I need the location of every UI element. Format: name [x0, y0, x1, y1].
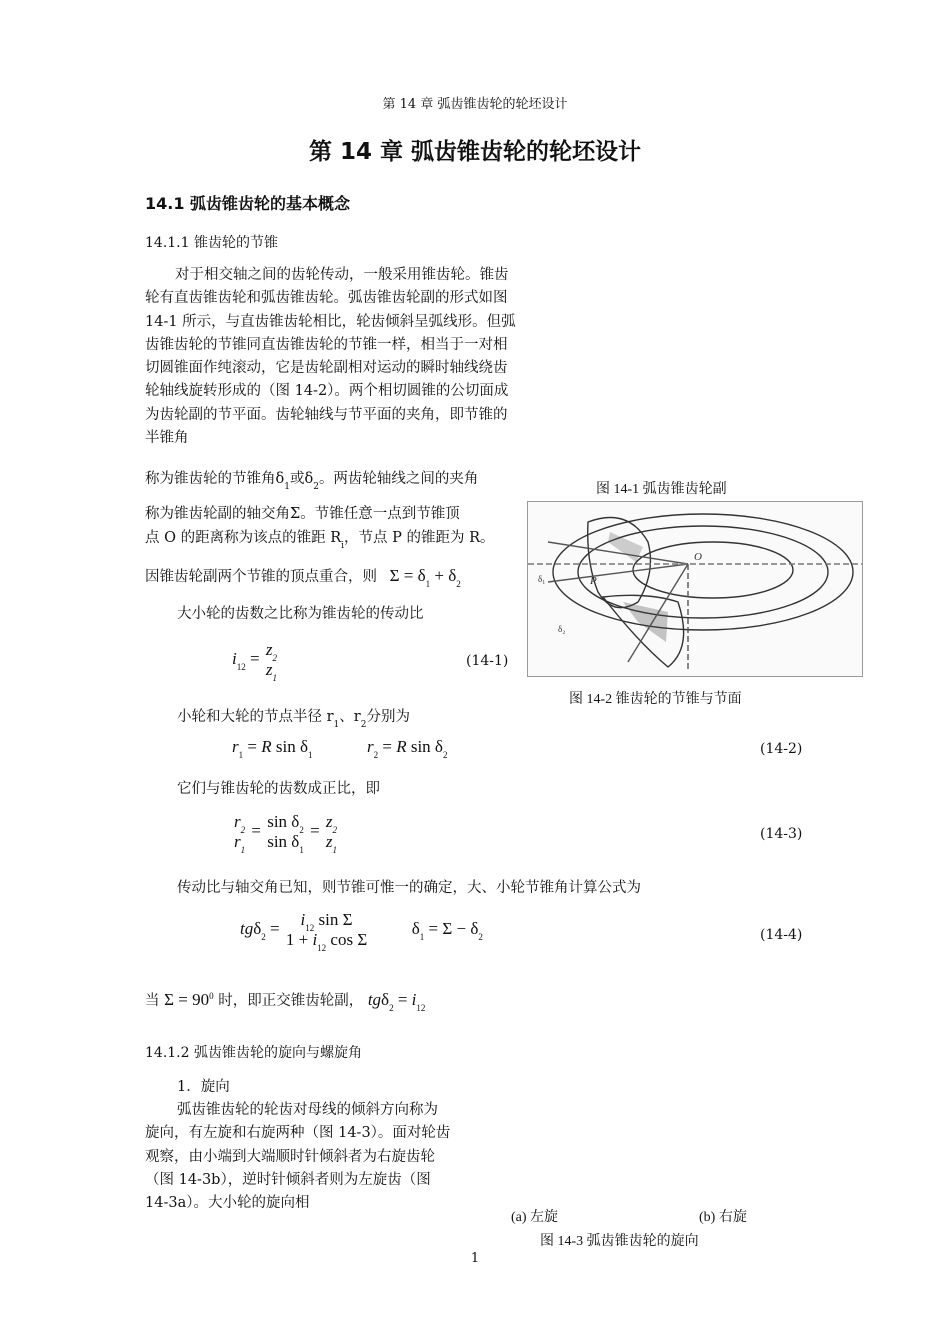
paragraph-4: 小轮和大轮的节点半径 $r_1$、$r_2$分别为 [177, 709, 410, 730]
figure-14-3a-label: (a) 左旋 [511, 1210, 559, 1225]
label-delta1: δ₁ [538, 574, 546, 584]
sum-angle-formula: $\Sigma = \delta_1 + \delta_2$ [389, 566, 461, 589]
figure-14-3-caption: 图 14-3 弧齿锥齿轮的旋向 [540, 1234, 699, 1249]
formula-sigma-90: $\Sigma = 90^0$ [164, 990, 214, 1009]
paragraph-7 [145, 988, 425, 1014]
text: 。两齿轮轴线之间的夹角 [318, 471, 479, 487]
paragraph-8: 弧齿锥齿轮的轮齿对母线的倾斜方向称为旋向，有左旋和右旋两种（图 14-3）。面对轮齿观察，由小端到大端顺时针倾斜者为右旋齿轮（图 14-3b），逆时针倾斜者则为左旋齿（图 14-3a）。大小轮的旋向相 [145, 1102, 451, 1212]
equation-number-14-4: (14-4) [760, 927, 803, 943]
figure-14-3b-label: (b) 右旋 [699, 1210, 747, 1225]
label-p: P [590, 575, 597, 587]
text: 时，即正交锥齿轮副， [218, 993, 364, 1009]
figure-14-2 [527, 501, 863, 677]
text: 、r [339, 709, 361, 725]
text: 小轮和大轮的节点半径 r [177, 709, 334, 725]
text: ，节点 P 的锥距为 R。 [344, 530, 495, 546]
running-header: 第 14 章 弧齿锥齿轮的轮坯设计 [382, 97, 568, 112]
paragraph-2-line-1: 称为锥齿轮副的轴交角Σ。节锥任意一点到节锥顶 [145, 506, 460, 522]
paragraph-5: 它们与锥齿轮的齿数成正比，即 [177, 781, 380, 797]
pitch-cone-diagram [528, 502, 862, 676]
paragraph-2-line-2: 点 O 的距离称为该点的锥距 $R_i$，节点 P 的锥距为 R。 [145, 530, 495, 551]
paragraph-1-last-line: 称为锥齿轮的节锥角$\delta_1$或$\delta_2$。两齿轮轴线之间的夹角 [145, 471, 479, 492]
text: 分别为 [366, 709, 410, 725]
figure-14-1-caption: 图 14-1 弧齿锥齿轮副 [596, 482, 727, 497]
equation-number-14-2: (14-2) [760, 741, 803, 757]
subsection-heading-2: 14.1.2 弧齿锥齿轮的旋向与螺旋角 [145, 1045, 362, 1061]
text: 因锥齿轮副两个节锥的顶点重合，则 [145, 569, 377, 585]
equation-14-2: $r_1 = R$ $\sin \delta_1$ $r_2 = R$ $\sin \delta_2$ [232, 737, 448, 760]
equation-number-14-1: (14-1) [466, 653, 509, 669]
chapter-title: 第 14 章 弧齿锥齿轮的轮坯设计 [308, 139, 642, 165]
text: 称为锥齿轮的节锥角δ [145, 471, 285, 487]
text: 点 O 的距离称为该点的锥距 R [145, 530, 342, 546]
paragraph-2-line-3 [145, 564, 461, 590]
label-o: O [694, 551, 702, 563]
page-number: 1 [470, 1251, 480, 1266]
equation-14-4: tgδ$_2$ = $i_{12}$ sin Σ $1 + i_{12}$ cos Σ $\delta_1 = \Sigma - \delta_2$ [240, 910, 483, 953]
text: 当 [145, 993, 160, 1009]
paragraph-1: 对于相交轴之间的齿轮传动，一般采用锥齿轮。锥齿轮有直齿锥齿轮和弧齿锥齿轮。弧齿锥齿轮副的形式如图 14-1 所示，与直齿锥齿轮相比，轮齿倾斜呈弧线形。但弧齿锥齿轮的节锥同直齿锥齿轮的节锥一样，相当于一对相切圆锥面作纯滚动，它是齿轮副相对运动的瞬时轴线绕齿轮轴线旋转形成的（图 14-2）。两个相切圆锥的公切面成为齿轮副的节平面。齿轮轴线与节平面的夹角，即节锥的半锥角 [145, 267, 516, 447]
equation-number-14-3: (14-3) [760, 826, 803, 842]
section-heading: 14.1 弧齿锥齿轮的基本概念 [145, 194, 351, 213]
subsection-heading-1: 14.1.1 锥齿轮的节锥 [145, 235, 278, 251]
equation-14-1: $i_{12}$ = $z_2$ $z_1$ [232, 640, 277, 683]
paragraph-6: 传动比与轴交角已知，则节锥可惟一的确定，大、小轮节锥角计算公式为 [177, 880, 641, 896]
formula-tg-delta: $tg\delta_2 = i_{12}$ [367, 990, 426, 1013]
paragraph-3: 大小轮的齿数之比称为锥齿轮的传动比 [177, 606, 424, 622]
label-delta2: δ₂ [558, 624, 566, 634]
figure-14-2-caption: 图 14-2 锥齿轮的节锥与节面 [569, 692, 742, 707]
list-item-1: 1．旋向 [177, 1079, 230, 1095]
text: 或δ [289, 471, 314, 487]
equation-14-3: $r_2$ $r_1$ = $\sin \delta_2$ $\sin \delta_1$ = $z_2$ $z_1$ [234, 812, 338, 855]
